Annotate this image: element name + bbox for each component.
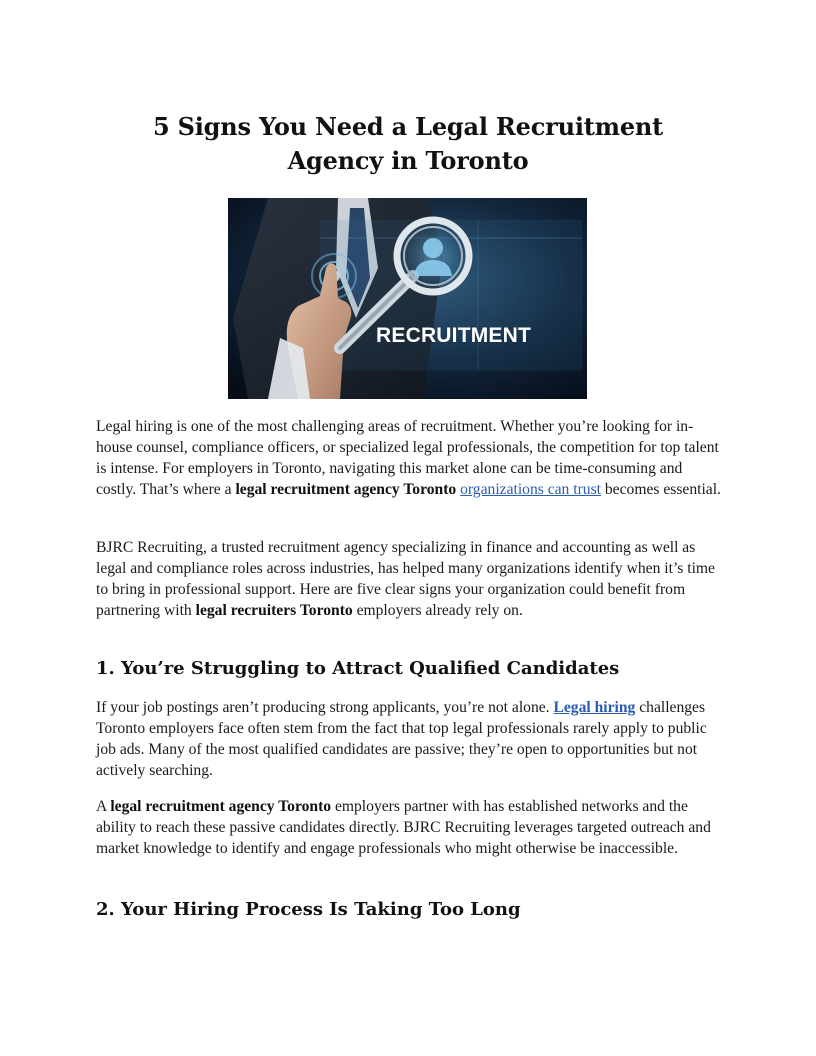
intro-text-1: Legal hiring is one of the most challenging areas of recruitment. Whether you’re looking for in-house counsel, compliance officers, or specialized legal professionals, the competition for top talent is intense. For employers in Toronto, navigating this market alone can be time-consuming and costly. That’s where a xyxy=(96,418,719,498)
section1-p2-text-1: A xyxy=(96,798,111,815)
section1-p2-bold-keyword: legal recruitment agency Toronto xyxy=(110,798,332,815)
intro-paragraph xyxy=(96,417,724,501)
organizations-link[interactable]: organizations can trust xyxy=(460,480,601,498)
article-title xyxy=(60,110,756,178)
section1-p2-text-2: employers partner with has established networks and the ability to reach these passive candidates directly. BJRC Recruiting leverages targeted outreach and market knowledge to identify and engage professionals who might otherwise be inaccessible. xyxy=(96,798,711,857)
hero-illustration xyxy=(228,198,587,399)
intro-bold-keyword: legal recruitment agency Toronto xyxy=(235,480,457,498)
title-line-1: 5 Signs You Need a Legal Recruitment xyxy=(152,112,664,141)
company-paragraph xyxy=(96,538,724,622)
section1-paragraph-1 xyxy=(96,698,724,782)
section1-paragraph-2 xyxy=(96,797,724,860)
company-text-1: BJRC Recruiting, a trusted recruitment agency specializing in finance and accounting as well as legal and compliance roles across industries, has helped many organizations identify when it’s time to bring in professional support. Here are five clear signs your organization could benefit from partnering with xyxy=(96,539,715,619)
section-heading-2: 2. Your Hiring Process Is Taking Too Long xyxy=(96,899,521,920)
company-text-2: employers already rely on. xyxy=(352,601,523,619)
title-line-2: Agency in Toronto xyxy=(287,146,529,175)
hero-image xyxy=(228,198,587,399)
hero-label: RECRUITMENT xyxy=(376,324,532,347)
legal-hiring-link[interactable]: Legal hiring xyxy=(553,699,636,716)
company-bold-keyword: legal recruiters Toronto xyxy=(195,601,353,619)
section1-text-2: challenges Toronto employers face often stem from the fact that top legal professionals rarely apply to public job ads. Many of the most qualified candidates are passive; they’re open to opportunities but not actively searching. xyxy=(96,699,707,779)
intro-text-2: becomes essential. xyxy=(600,480,721,498)
section1-text-1: If your job postings aren’t producing strong applicants, you’re not alone. xyxy=(96,699,554,716)
section-heading-1: 1. You’re Struggling to Attract Qualified Candidates xyxy=(96,658,620,679)
